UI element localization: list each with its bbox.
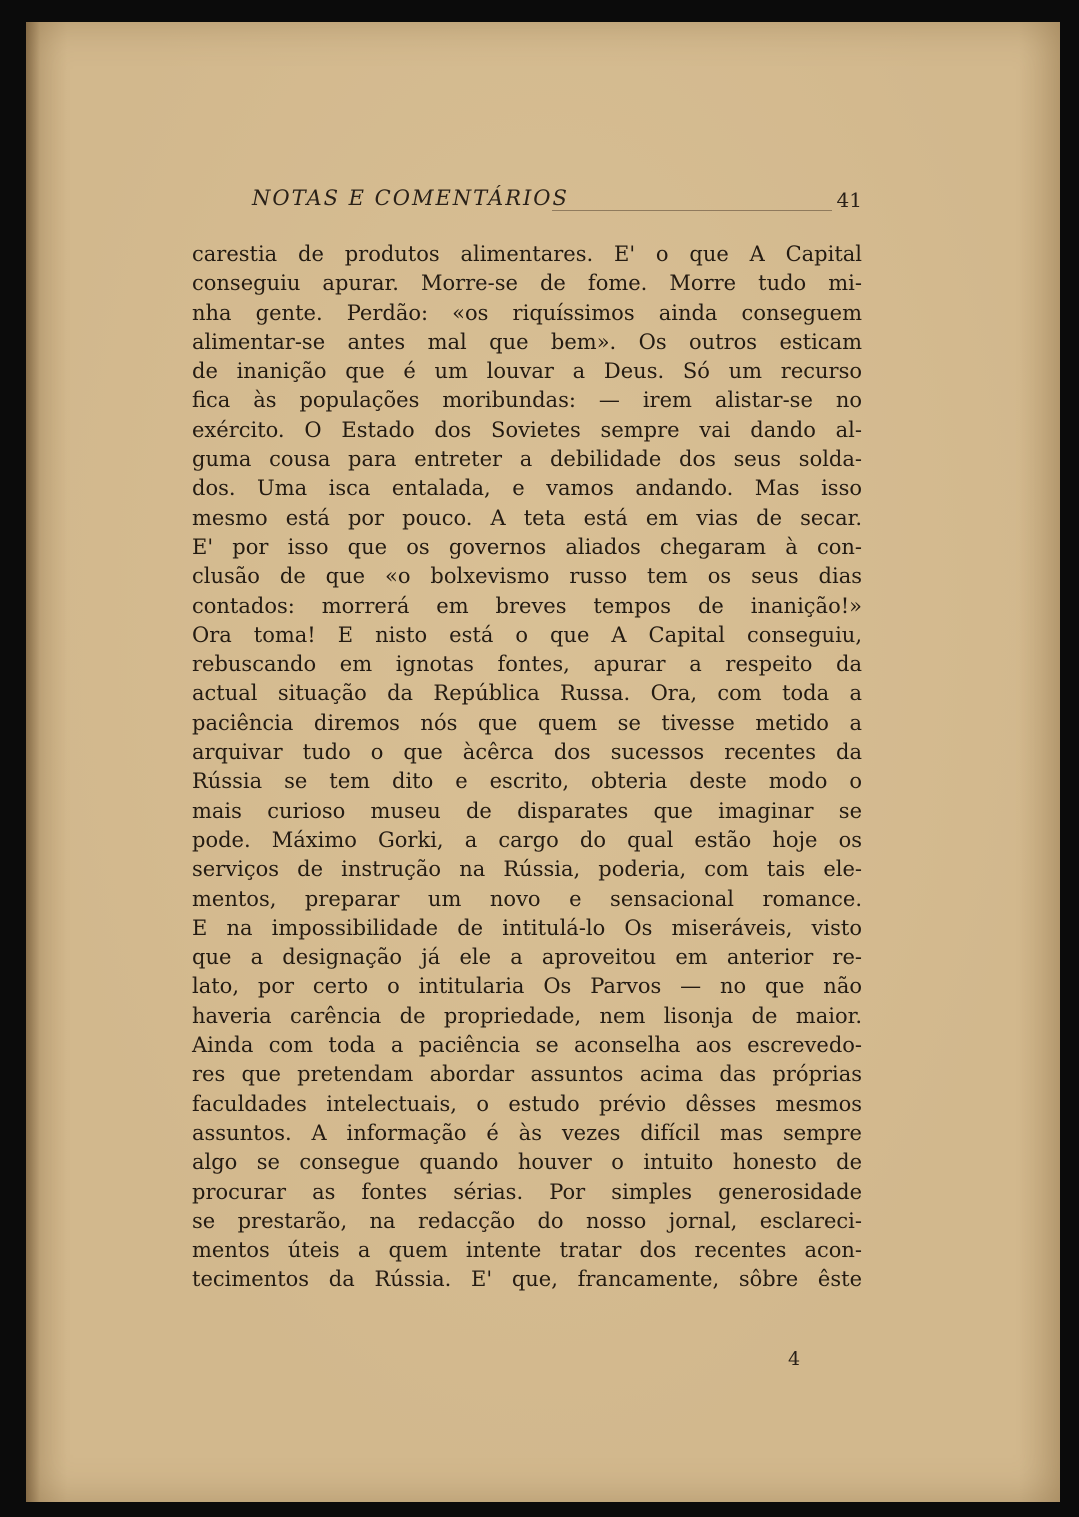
signature-mark: 4 [788,1348,801,1370]
text-line: arquivar tudo o que àcêrca dos sucessos recentes da [192,740,862,765]
text-line: tecimentos da Rússia. E' que, francamente, sôbre êste [192,1267,862,1292]
text-line: alimentar-se antes mal que bem». Os outros esticam [192,329,862,354]
running-head-rule [552,210,832,211]
text-line: Ainda com toda a paciência se aconselha aos escrevedo- [192,1033,862,1058]
text-line: de inanição que é um louvar a Deus. Só um recurso [192,359,862,384]
book-page [26,22,1060,1502]
text-line: algo se consegue quando houver o intuito honesto de [192,1150,862,1175]
text-line: res que pretendam abordar assuntos acima das próprias [192,1062,862,1087]
body-text [192,240,862,1295]
page-number: 41 [836,188,862,212]
text-line: E' por isso que os governos aliados chegaram à con- [192,534,862,559]
text-line: guma cousa para entreter a debilidade dos seus solda- [192,447,862,472]
text-line: mesmo está por pouco. A teta está em vias de secar. [192,505,862,530]
text-line: procurar as fontes sérias. Por simples generosidade [192,1179,862,1204]
text-line: serviços de instrução na Rússia, poderia, com tais ele- [192,857,862,882]
text-line: pode. Máximo Gorki, a cargo do qual estão hoje os [192,827,862,852]
text-line: clusão de que «o bolxevismo russo tem os seus dias [192,564,862,589]
text-line: Rússia se tem dito e escrito, obteria deste modo o [192,769,862,794]
text-line: dos. Uma isca entalada, e vamos andando. Mas isso [192,476,862,501]
text-line: exército. O Estado dos Sovietes sempre vai dando al- [192,417,862,442]
text-line: faculdades intelectuais, o estudo prévio dêsses mesmos [192,1091,862,1116]
text-line: que a designação já ele a aproveitou em anterior re- [192,945,862,970]
text-line: lato, por certo o intitularia Os Parvos — no que não [192,974,862,999]
text-line: E na impossibilidade de intitulá-lo Os miseráveis, visto [192,915,862,940]
text-line: nha gente. Perdão: «os riquíssimos ainda conseguem [192,300,862,325]
text-line: carestia de produtos alimentares. E' o que A Capital [192,242,862,266]
text-line: rebuscando em ignotas fontes, apurar a respeito da [192,652,862,677]
running-head-title: NOTAS E COMENTÁRIOS [252,186,569,210]
text-line: conseguiu apurar. Morre-se de fome. Morre tudo mi- [192,271,862,296]
text-line: paciência diremos nós que quem se tivesse metido a [192,710,862,735]
text-line: haveria carência de propriedade, nem lisonja de maior. [192,1003,862,1028]
running-head [252,186,892,226]
text-line: contados: morrerá em breves tempos de inanição!» [192,593,862,618]
text-line: mentos, preparar um novo e sensacional romance. [192,886,862,911]
text-line: Ora toma! E nisto está o que A Capital conseguiu, [192,622,862,647]
text-line: fica às populações moribundas: — irem alistar-se no [192,388,862,413]
text-line: mais curioso museu de disparates que imaginar se [192,798,862,823]
text-line: mentos úteis a quem intente tratar dos recentes acon- [192,1238,862,1263]
text-line: se prestarão, na redacção do nosso jornal, esclareci- [192,1208,862,1233]
text-line: actual situação da República Russa. Ora, com toda a [192,681,862,706]
page-spine-shadow [26,22,40,1502]
text-line: assuntos. A informação é às vezes difícil mas sempre [192,1120,862,1145]
